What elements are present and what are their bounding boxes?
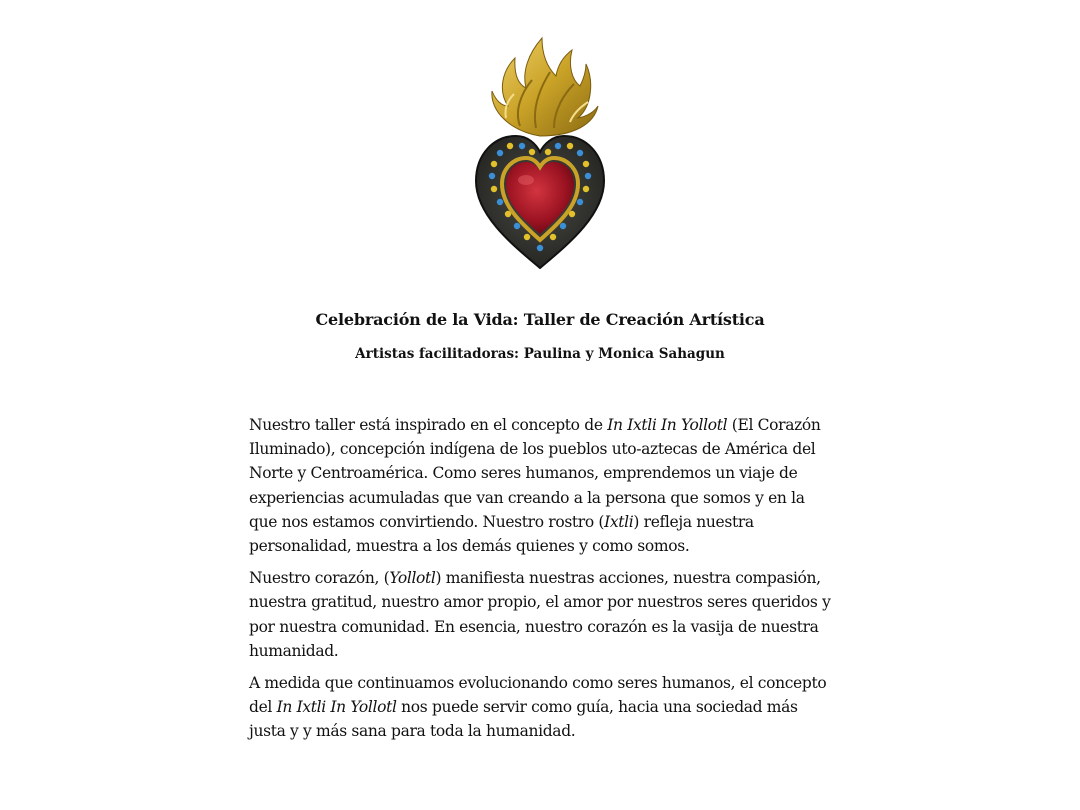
paragraph-text: ) refleja nuestra personalidad, muestra a los demás quienes y como somos. [249, 512, 754, 556]
paragraph-text: (El Corazón Iluminado), concepción indígena de los pueblos uto-aztecas de América del Norte y Centroamérica. Como seres humanos, emprendemos un viaje de experiencias acumuladas que van creando a la persona que somos y en la que nos estamos convirtiendo. Nuestro rostro ( [249, 416, 821, 531]
paragraph-3 [249, 671, 834, 744]
document-body [249, 413, 834, 752]
paragraph-text: A medida que continuamos evolucionando como seres humanos, el concepto del [249, 674, 827, 717]
paragraph-1 [249, 413, 834, 558]
paragraph-text: ) manifiesta nuestras acciones, nuestra compasión, nuestra gratitud, nuestro amor propio, el amor por nuestros seres queridos y por nuestra comunidad. En esencia, nuestro corazón es la vasija de nuestra humanidad. [249, 569, 831, 660]
sacred-heart-illustration [470, 36, 610, 271]
paragraph-2 [249, 566, 834, 663]
paragraph-emphasis: In Ixtli In Yollotl [276, 698, 397, 717]
paragraph-text: Nuestro taller está inspirado en el concepto de [249, 416, 608, 434]
paragraph-emphasis: In Ixtli In Yollotl [607, 416, 728, 434]
flame-crown [492, 38, 598, 136]
paragraph-emphasis: Yollotl [389, 569, 436, 588]
paragraph-text: nos puede servir como guía, hacia una sociedad más justa y y más sana para toda la humanidad. [249, 698, 798, 741]
document-title: Celebración de la Vida: Taller de Creación Artística [315, 310, 765, 329]
sacred-heart-icon [470, 36, 610, 271]
paragraph-emphasis: Ixtli [604, 512, 634, 531]
document-subtitle: Artistas facilitadoras: Paulina y Monica Sahagun [355, 346, 725, 362]
paragraph-text: Nuestro corazón, ( [249, 569, 390, 588]
